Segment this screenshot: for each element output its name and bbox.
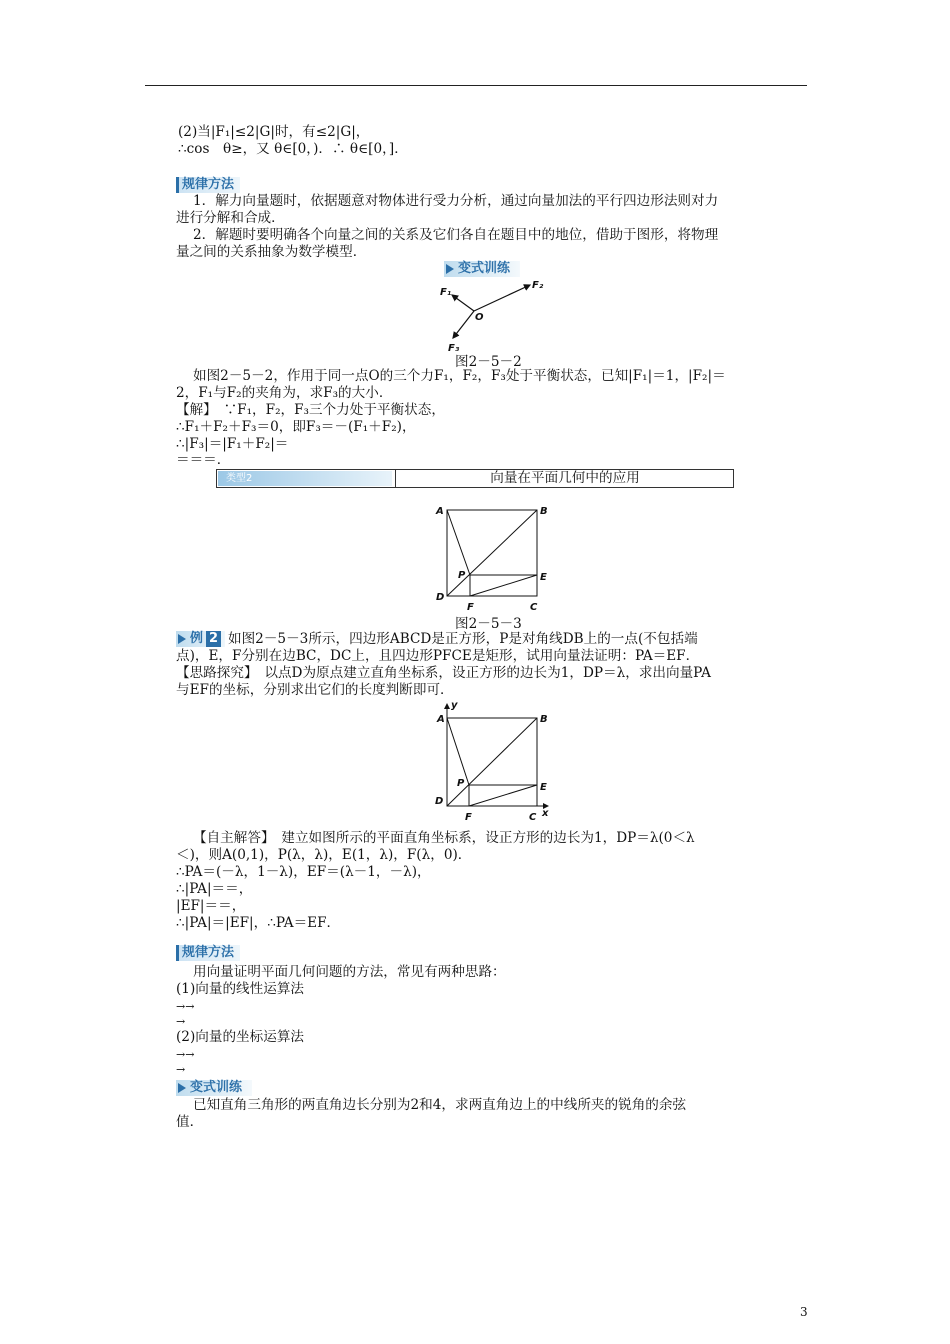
label-p: P <box>458 570 466 581</box>
label-x: x <box>542 808 549 819</box>
label-e: E <box>540 572 547 583</box>
text-line: 如图2－5－3所示，四边形ABCD是正方形，P是对角线DB上的一点(不包括端 <box>228 631 698 647</box>
square-figure <box>430 500 550 615</box>
label-a: A <box>436 506 444 517</box>
text-line: 用向量证明平面几何问题的方法，常见有两种思路： <box>193 964 506 980</box>
rule-method-badge: 规律方法 <box>176 945 240 961</box>
variant-training-badge: 变式训练 <box>176 1080 252 1096</box>
text-line: ∴cos θ≥，又 θ∈[0，)．∴ θ∈[0，]． <box>178 141 408 157</box>
label-f2: F₂ <box>532 280 544 291</box>
label-f: F <box>467 602 474 613</box>
text-line: (2)向量的坐标运算法 <box>176 1029 305 1045</box>
figure-caption: 图2－5－2 <box>455 354 522 370</box>
label-d: D <box>436 592 445 603</box>
text-line: ∴F₁＋F₂＋F₃＝0，即F₃＝－(F₁＋F₂)， <box>176 419 416 435</box>
vector-f2 <box>474 285 530 311</box>
text-line: 【自主解答】 建立如图所示的平面直角坐标系，设正方形的边长为1，DP＝λ(0＜λ <box>193 830 695 846</box>
page-number: 3 <box>800 1305 808 1319</box>
variant-training-badge: 变式训练 <box>444 261 520 277</box>
text-line: 1．解力向量题时，依据题意对物体进行受力分析，通过向量加法的平行四边形法则对力 <box>193 193 719 209</box>
text-line: 2．解题时要明确各个向量之间的关系及它们各自在题目中的地位，借助于图形，将物理 <box>193 227 719 243</box>
label-d: D <box>435 796 444 807</box>
label-p: P <box>457 778 465 789</box>
text-line: 【解】 ∵F₁，F₂，F₃三个力处于平衡状态， <box>176 402 445 418</box>
text-line: ＜)，则A(0,1)，P(λ，λ)，E(1，λ)，F(λ，0)． <box>176 847 472 863</box>
label-f1: F₁ <box>440 287 452 298</box>
arrow-marks: → <box>176 1063 186 1076</box>
text-line: (1)向量的线性运算法 <box>176 981 305 997</box>
text-line: ∴|PA|＝|EF|，∴PA＝EF． <box>176 915 341 931</box>
label-b: B <box>540 506 548 517</box>
example-badge: 例 2 <box>176 631 225 647</box>
label-f3: F₃ <box>448 343 460 354</box>
vector-f3 <box>453 311 474 338</box>
text-line: 值． <box>176 1114 204 1130</box>
arrow-marks: →→ <box>176 1048 195 1061</box>
text-line: ＝＝＝． <box>176 452 231 468</box>
section-title: 向量在平面几何中的应用 <box>490 470 640 486</box>
text-line: 量之间的关系抽象为数学模型． <box>176 244 367 260</box>
triangle-icon <box>178 634 186 644</box>
text-line: ∴|PA|＝＝， <box>176 881 253 897</box>
arrow-marks: →→ <box>176 1000 195 1013</box>
arrow-marks: → <box>176 1015 186 1028</box>
label-a: A <box>437 714 445 725</box>
rule-method-badge: 规律方法 <box>176 177 240 193</box>
label-c: C <box>530 602 538 613</box>
text-line: 点)，E，F分别在边BC，DC上，且四边形PFCE是矩形，试用向量法证明：PA＝EF． <box>176 648 700 664</box>
text-line: 2，F₁与F₂的夹角为，求F₃的大小． <box>176 385 393 401</box>
section-header <box>216 469 734 488</box>
triangle-icon <box>178 1083 186 1093</box>
label-b: B <box>540 714 548 725</box>
label-o: O <box>475 312 484 323</box>
triangle-icon <box>446 264 454 274</box>
type-tag: 类型2 <box>218 471 392 486</box>
label-f: F <box>465 812 472 823</box>
text-line: ∴PA＝(－λ，1－λ)，EF＝(λ－1，－λ)， <box>176 864 431 880</box>
text-line: (2)当|F₁|≤2|G|时，有≤2|G|， <box>178 124 370 140</box>
text-line: 与EF的坐标，分别求出它们的长度判断即可． <box>176 682 454 698</box>
label-e: E <box>540 782 547 793</box>
label-y: y <box>451 700 458 711</box>
header-rule <box>145 85 807 86</box>
force-diagram <box>430 275 550 355</box>
text-line: 【思路探究】 以点D为原点建立直角坐标系，设正方形的边长为1，DP＝λ，求出向量PA <box>176 665 711 681</box>
figure-caption: 图2－5－3 <box>455 616 522 632</box>
text-line: 已知直角三角形的两直角边长分别为2和4，求两直角边上的中线所夹的锐角的余弦 <box>193 1097 687 1113</box>
vector-f1 <box>452 295 474 311</box>
text-line: 如图2－5－2，作用于同一点O的三个力F₁，F₂，F₃处于平衡状态，已知|F₁|＝1，|F₂|＝ <box>193 368 726 384</box>
text-line: ∴|F₃|＝|F₁＋F₂|＝ <box>176 436 289 452</box>
coordinate-figure <box>428 700 558 825</box>
text-line: |EF|＝＝， <box>176 898 246 914</box>
text-line: 进行分解和合成． <box>176 210 285 226</box>
label-c: C <box>529 812 537 823</box>
